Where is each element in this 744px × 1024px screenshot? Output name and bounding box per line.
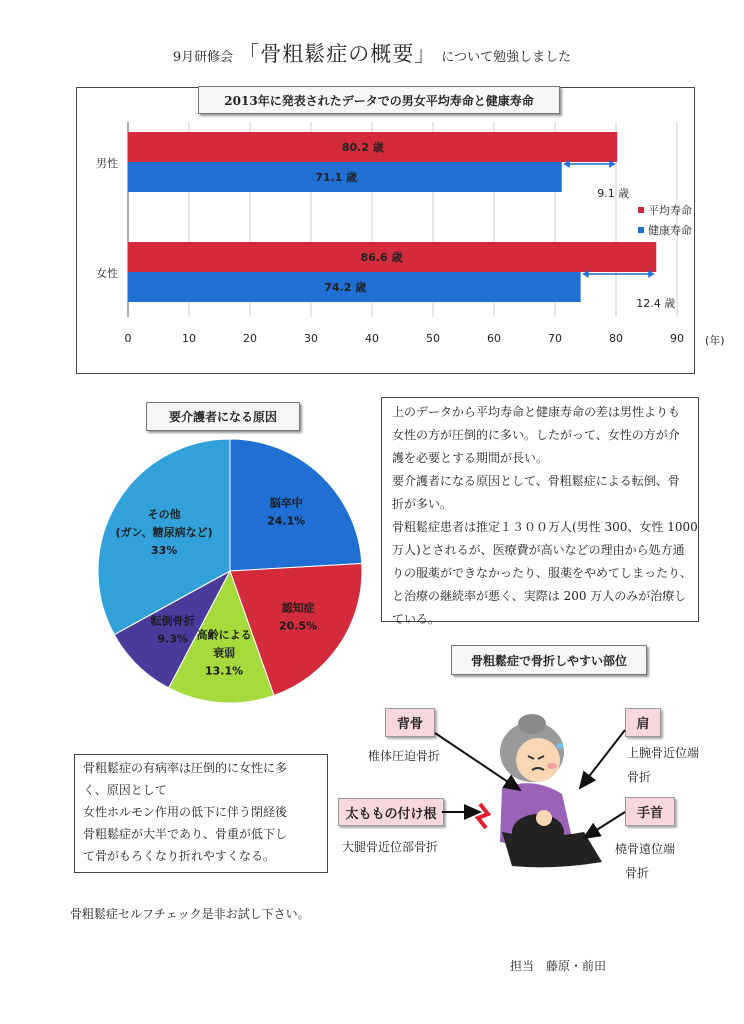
site-label-thigh: 太ももの付け根 — [338, 798, 444, 826]
gap-label: 12.4 歳 — [636, 297, 676, 310]
incidence-line: 骨粗鬆症が大半であり、骨重が低下し — [83, 827, 288, 841]
pie-category-label: 転倒骨折 — [150, 614, 195, 628]
legend-label: 平均寿命 — [648, 204, 692, 217]
explanation-line: 折が多い。 — [392, 497, 453, 511]
site-label-spine: 背骨 — [385, 708, 435, 737]
site-desc-shoulder-1: 上腕骨近位端 — [627, 746, 700, 760]
explanation-line: 要介護者になる原因として、骨粗鬆症による転倒、骨 — [392, 474, 680, 488]
arrow-shoulder — [580, 730, 625, 788]
heading-title: 「骨粗鬆症の概要」 — [238, 42, 437, 66]
x-tick-label: 20 — [243, 332, 257, 345]
explanation-line: 女性の方が圧倒的に多い。したがって、女性の方が介 — [392, 428, 680, 442]
pie-category-label: (ガン、糖尿病など) — [115, 526, 213, 540]
site-desc-spine: 椎体圧迫骨折 — [368, 749, 441, 763]
explanation-line: 万人)とされるが、医療費が高いなどの理由から処方通 — [392, 543, 685, 557]
fracture-section-title: 骨粗鬆症で骨折しやすい部位 — [451, 645, 647, 675]
gap-label: 9.1 歳 — [597, 187, 630, 200]
arrow-wrist — [584, 812, 625, 838]
bar-chart-title: 2013年に発表されたデータでの男女平均寿命と健康寿命 — [198, 86, 560, 114]
explanation-line: と治療の継続率が悪く、実際は 200 万人のみが治療し — [392, 589, 687, 603]
pie-chart-title: 要介護者になる原因 — [146, 402, 300, 431]
explanation-line: 上のデータから平均寿命と健康寿命の差は男性よりも — [392, 405, 681, 419]
bar-value-label: 74.2 歳 — [324, 281, 367, 294]
arrow-spine — [435, 733, 520, 790]
incidence-line: 骨粗鬆症の有病率は圧倒的に女性に多 — [83, 761, 288, 775]
incidence-line: て骨がもろくなり折れやすくなる。 — [83, 849, 276, 863]
incidence-line: く、原因として — [83, 783, 167, 797]
explanation-line: 骨粗鬆症患者は推定１３００万人(男性 300、女性 1000 — [392, 520, 698, 534]
pie-value-label: 33% — [150, 544, 178, 558]
legend-label: 健康寿命 — [648, 224, 692, 237]
x-tick-label: 90 — [670, 332, 684, 345]
site-desc-wrist-1: 橈骨遠位端 — [615, 842, 676, 856]
site-label-shoulder: 肩 — [625, 708, 661, 737]
site-label-wrist: 手首 — [625, 797, 675, 826]
explanation-line: ている。 — [392, 612, 441, 626]
x-tick-label: 80 — [609, 332, 623, 345]
pie-category-label: 高齢による — [196, 628, 252, 642]
incidence-box — [74, 754, 328, 873]
site-desc-shoulder-2: 骨折 — [627, 770, 652, 784]
pie-value-label: 13.1% — [205, 664, 244, 678]
pie-value-label: 20.5% — [279, 619, 318, 633]
self-check-note: 骨粗鬆症セルフチェック是非お試し下さい。 — [70, 907, 310, 921]
pie-value-label: 24.1% — [267, 514, 306, 528]
x-tick-label: 10 — [182, 332, 196, 345]
site-desc-thigh: 大腿骨近位部骨折 — [342, 840, 439, 854]
pie-category-label: その他 — [147, 508, 181, 522]
incidence-line: 女性ホルモン作用の低下に伴う閉経後 — [83, 805, 288, 819]
heading-suffix: について勉強しました — [441, 50, 572, 65]
x-unit-label: (年) — [705, 334, 725, 347]
explanation-line: 護を必要とする期間が長い。 — [392, 451, 549, 465]
pie-category-label: 認知症 — [281, 601, 315, 615]
x-tick-label: 60 — [487, 332, 501, 345]
explanation-line: りの服薬ができなかったり、服薬をやめてしまったり、 — [392, 566, 693, 580]
x-tick-label: 50 — [426, 332, 440, 345]
x-tick-label: 70 — [548, 332, 562, 345]
x-tick-label: 0 — [124, 332, 132, 345]
staff-credit: 担当 藤原・前田 — [510, 959, 607, 973]
bar-value-label: 86.6 歳 — [360, 251, 403, 264]
heading-prefix: 9月研修会 — [172, 50, 234, 65]
category-label: 男性 — [96, 157, 118, 170]
bar-value-label: 71.1 歳 — [315, 171, 358, 184]
bar-value-label: 80.2 歳 — [341, 141, 384, 154]
x-tick-label: 30 — [304, 332, 318, 345]
category-label: 女性 — [96, 267, 118, 280]
site-desc-wrist-2: 骨折 — [625, 866, 650, 880]
pie-category-label: 衰弱 — [213, 646, 236, 660]
x-tick-label: 40 — [365, 332, 379, 345]
pie-category-label: 脳卒中 — [269, 496, 303, 510]
pie-value-label: 9.3% — [157, 632, 188, 646]
